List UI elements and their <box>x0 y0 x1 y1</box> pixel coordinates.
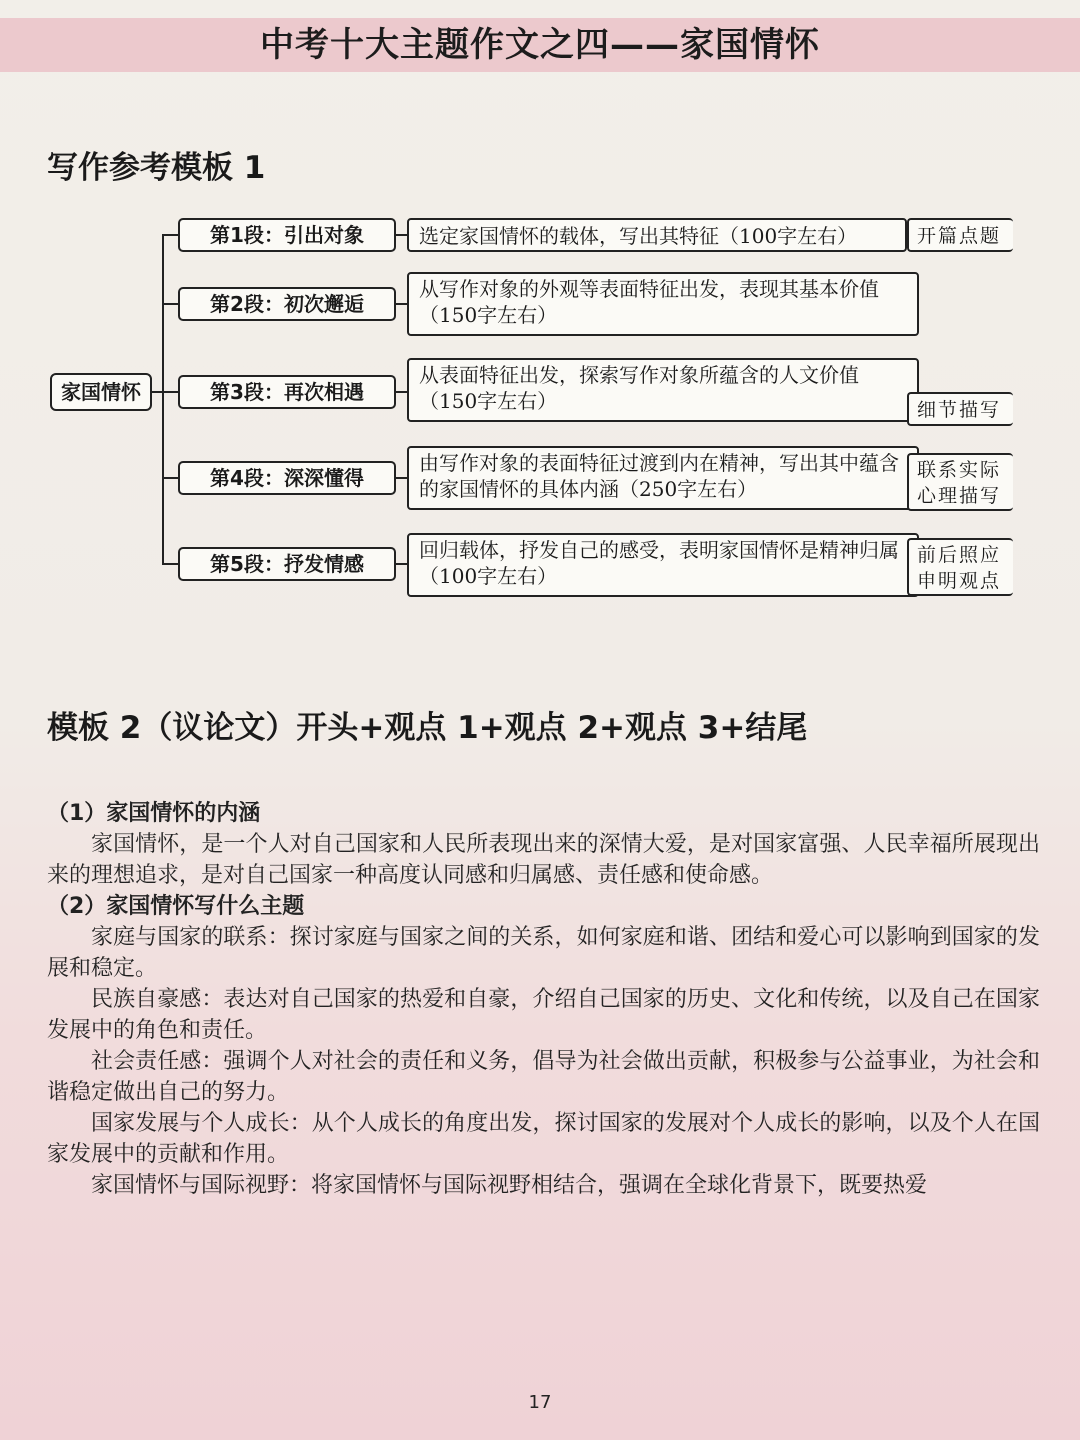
theme-national-pride: 民族自豪感：表达对自己国家的热爱和自豪，介绍自己国家的历史、文化和传统，以及自己在国家发展中的角色和责任。 <box>47 987 1040 1043</box>
link-4 <box>396 477 407 479</box>
paragraph-3-label: 第3段：再次相遇 <box>178 375 396 409</box>
theme-development-growth: 国家发展与个人成长：从个人成长的角度出发，探讨国家的发展对个人成长的影响，以及个人在国家发展中的贡献和作用。 <box>47 1111 1040 1167</box>
paragraph-2-label: 第2段：初次邂逅 <box>178 287 396 321</box>
theme-international-view: 家国情怀与国际视野：将家国情怀与国际视野相结合，强调在全球化背景下，既要热爱 <box>91 1173 928 1198</box>
template2-title: 模板 2（议论文）开头+观点 1+观点 2+观点 3+结尾 <box>47 710 808 746</box>
branch-4 <box>162 477 178 479</box>
link-1 <box>396 234 407 236</box>
branch-1 <box>162 234 178 236</box>
link-5 <box>396 563 407 565</box>
paragraph-1-note: 开篇点题 <box>907 218 1013 252</box>
paragraph-5-label: 第5段：抒发情感 <box>178 547 396 581</box>
section-1-paragraph: 家国情怀，是一个人对自己国家和人民所表现出来的深情大爱，是对国家富强、人民幸福所展现出来的理想追求，是对自己国家一种高度认同感和归属感、责任感和使命感。 <box>47 832 1040 888</box>
page-banner-title: 中考十大主题作文之四——家国情怀 <box>0 18 1080 72</box>
branch-2 <box>162 303 178 305</box>
template2-body <box>47 798 1040 1201</box>
branch-3 <box>162 391 178 393</box>
trunk-line <box>162 234 164 564</box>
paragraph-3-desc: 从表面特征出发，探索写作对象所蕴含的人文价值（150字左右） <box>407 358 919 422</box>
paragraph-5-note: 前后照应申明观点 <box>907 538 1013 596</box>
template1-title: 写作参考模板 1 <box>47 150 266 186</box>
section-1-heading: （1）家国情怀的内涵 <box>47 801 261 826</box>
paragraph-2-desc: 从写作对象的外观等表面特征出发，表现其基本价值（150字左右） <box>407 272 919 336</box>
link-2 <box>396 303 407 305</box>
paragraph-5-desc: 回归载体，抒发自己的感受，表明家国情怀是精神归属（100字左右） <box>407 533 919 597</box>
page-number: 17 <box>528 1392 552 1413</box>
theme-family-country: 家庭与国家的联系：探讨家庭与国家之间的关系，如何家庭和谐、团结和爱心可以影响到国家的发展和稳定。 <box>47 925 1040 981</box>
paragraph-4-desc: 由写作对象的表面特征过渡到内在精神，写出其中蕴含的家国情怀的具体内涵（250字左右） <box>407 446 919 510</box>
theme-social-responsibility: 社会责任感：强调个人对社会的责任和义务，倡导为社会做出贡献，积极参与公益事业，为社会和谐稳定做出自己的努力。 <box>47 1049 1040 1105</box>
link-3 <box>396 391 407 393</box>
paragraph-3-note: 细节描写 <box>907 392 1013 426</box>
paragraph-1-desc: 选定家国情怀的载体，写出其特征（100字左右） <box>407 218 907 252</box>
branch-5 <box>162 563 178 565</box>
paragraph-1-label: 第1段：引出对象 <box>178 218 396 252</box>
paragraph-4-label: 第4段：深深懂得 <box>178 461 396 495</box>
paragraph-4-note: 联系实际心理描写 <box>907 453 1013 511</box>
section-2-heading: （2）家国情怀写什么主题 <box>47 894 305 919</box>
diagram-root-node: 家国情怀 <box>50 373 152 411</box>
structure-diagram <box>0 200 1080 620</box>
